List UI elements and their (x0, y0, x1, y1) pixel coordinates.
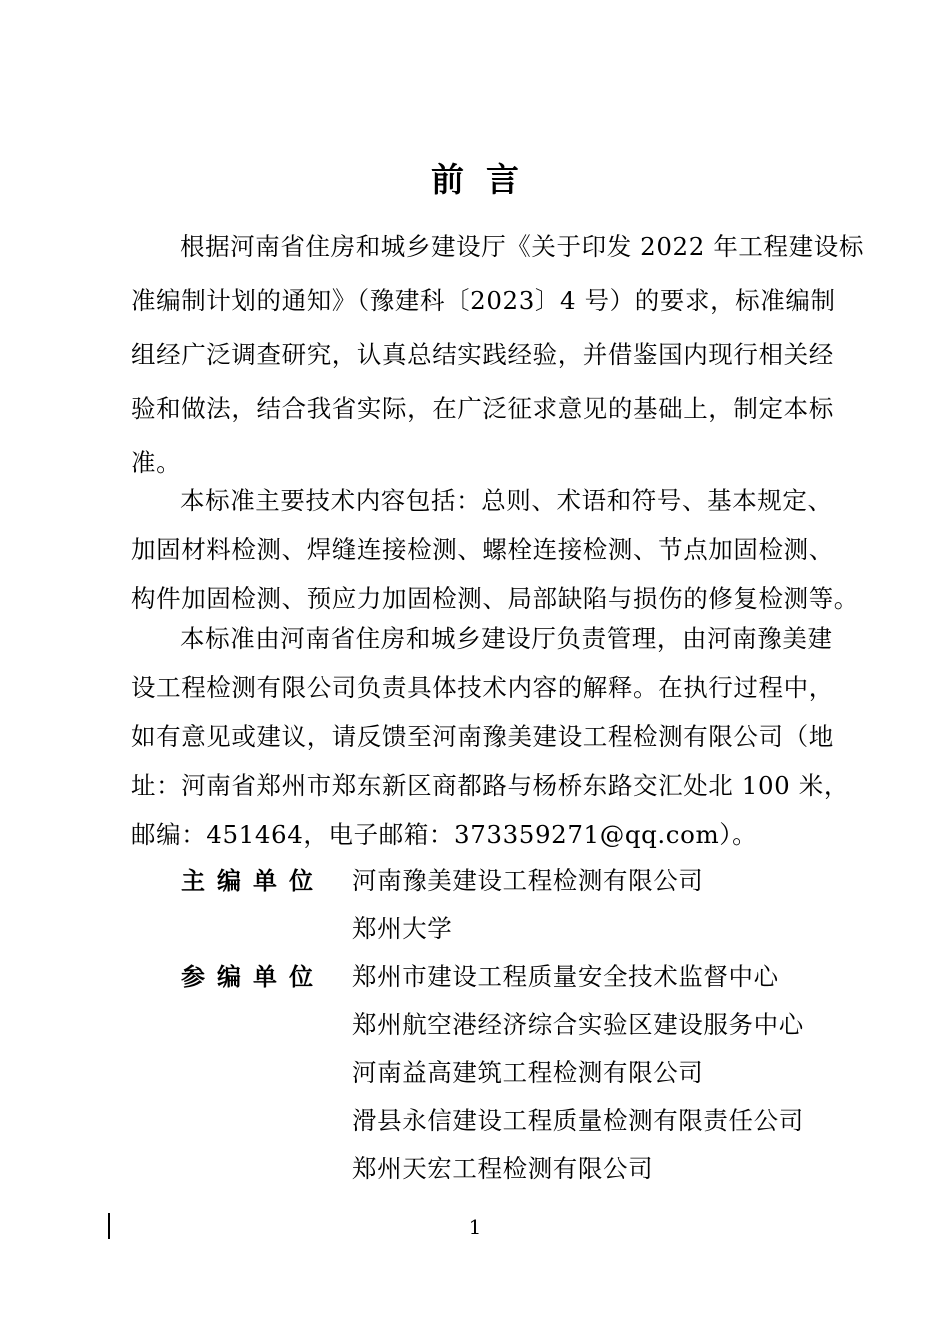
paragraph-basis (131, 226, 864, 496)
page-title: 前言 (431, 160, 541, 199)
page-number: 1 (468, 1215, 482, 1239)
paragraph-line: 准。 (131, 448, 182, 477)
paragraph-line: 址：河南省郑州市郑东新区商都路与杨桥东路交汇处北 100 米， (131, 771, 849, 800)
paragraph-line: 本标准由河南省住房和城乡建设厅负责管理，由河南豫美建 (180, 624, 833, 653)
paragraph-line: 组经广泛调查研究，认真总结实践经验，并借鉴国内现行相关经 (131, 340, 834, 369)
paragraph-line: 邮编：451464，电子邮箱：373359271@qq.com）。 (131, 820, 758, 849)
paragraph-line: 本标准主要技术内容包括：总则、术语和符号、基本规定、 (180, 486, 833, 515)
participating-unit: 郑州航空港经济综合实验区建设服务中心 (352, 1010, 804, 1039)
paragraph-line: 设工程检测有限公司负责具体技术内容的解释。在执行过程中， (131, 673, 834, 702)
participating-unit: 河南益高建筑工程检测有限公司 (352, 1058, 704, 1087)
participating-unit: 郑州天宏工程检测有限公司 (352, 1154, 654, 1183)
paragraph-contents (131, 480, 859, 627)
paragraph-line: 验和做法，结合我省实际，在广泛征求意见的基础上，制定本标 (131, 394, 834, 423)
chief-editor-label: 主编单位 (181, 867, 325, 895)
participating-unit: 滑县永信建设工程质量检测有限责任公司 (352, 1106, 804, 1135)
participating-unit: 郑州市建设工程质量安全技术监督中心 (352, 962, 779, 991)
paragraph-management (131, 618, 849, 863)
chief-editor-unit: 郑州大学 (352, 914, 453, 943)
paragraph-line: 准编制计划的通知》（豫建科〔2023〕4 号）的要求，标准编制 (131, 286, 836, 315)
chief-editor-unit: 河南豫美建设工程检测有限公司 (352, 866, 704, 895)
paragraph-line: 构件加固检测、预应力加固检测、局部缺陷与损伤的修复检测等。 (131, 584, 859, 613)
paragraph-line: 加固材料检测、焊缝连接检测、螺栓连接检测、节点加固检测、 (131, 535, 834, 564)
paragraph-line: 如有意见或建议，请反馈至河南豫美建设工程检测有限公司（地 (131, 722, 834, 751)
participating-unit-label: 参编单位 (181, 963, 325, 991)
paragraph-line: 根据河南省住房和城乡建设厅《关于印发 2022 年工程建设标 (180, 232, 864, 261)
